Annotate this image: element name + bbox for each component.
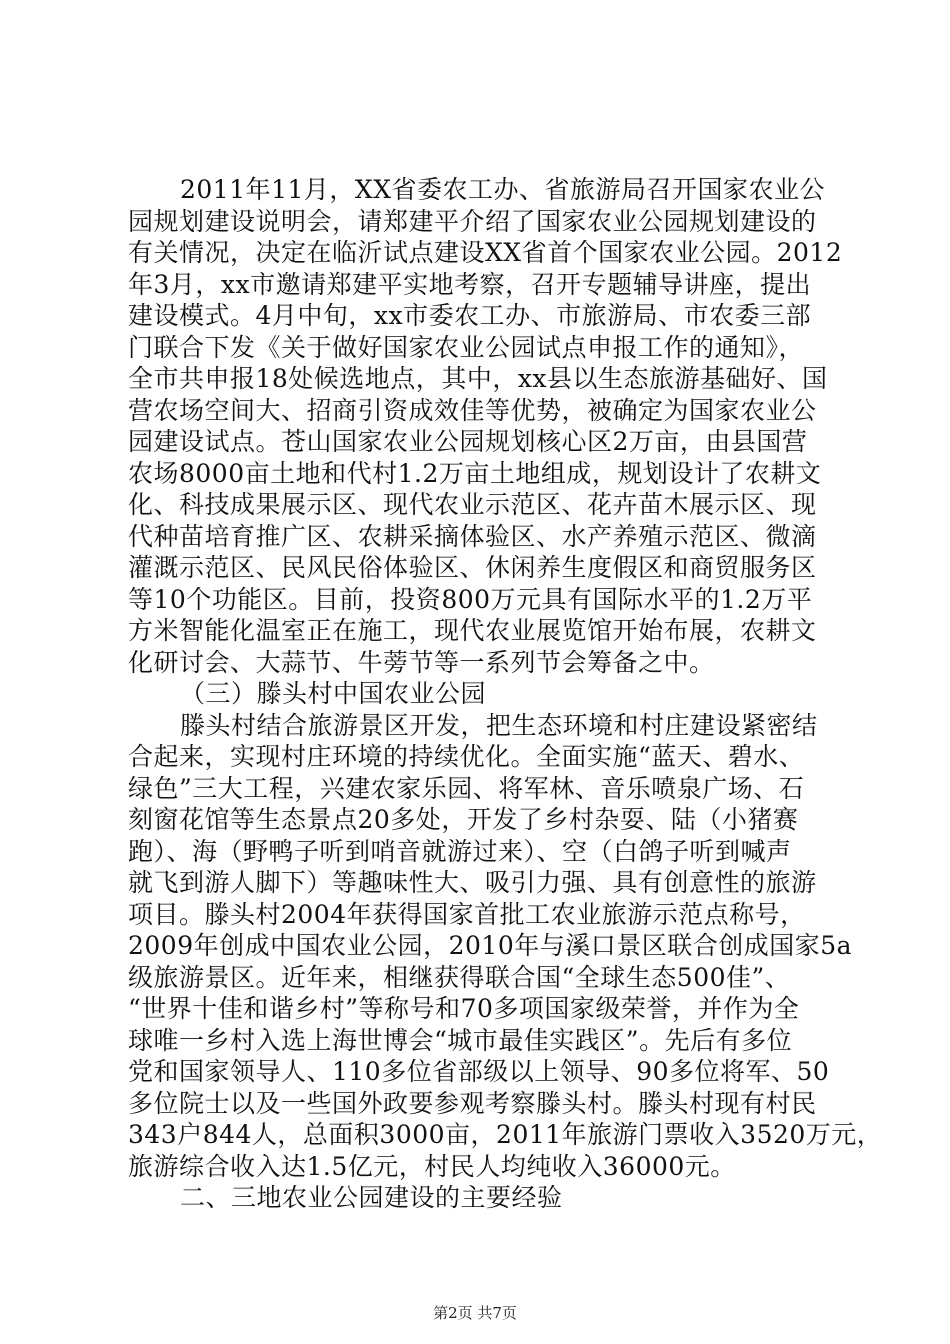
text-line: 旅游综合收入达1.5亿元，村民人均纯收入36000元。 — [128, 1151, 736, 1181]
text-line: 党和国家领导人、110多位省部级以上领导、90多位将军、50 — [128, 1057, 830, 1086]
text-line: 二、三地农业公园建设的主要经验 — [180, 1183, 563, 1212]
text-line: 灌溉示范区、民风民俗体验区、休闲养生度假区和商贸服务区 — [128, 553, 817, 582]
text-line: 方米智能化温室正在施工，现代农业展览馆开始布展，农耕文 — [128, 616, 817, 645]
text-line: 等10个功能区。目前，投资800万元具有国际水平的1.2万平 — [128, 584, 813, 614]
text-line: 建设模式。4月中旬，xx市委农工办、市旅游局、市农委三部 — [128, 301, 812, 330]
text-line: 多位院士以及一些国外政要参观考察滕头村。滕头村现有村民 — [128, 1088, 817, 1118]
text-line: “世界十佳和谐乡村”等称号和70多项国家级荣誉，并作为全 — [128, 994, 800, 1023]
text-line: 343户844人，总面积3000亩，2011年旅游门票收入3520万元， — [128, 1120, 883, 1149]
text-line: 绿色”三大工程，兴建农家乐园、将军林、音乐喷泉广场、石 — [128, 773, 805, 803]
text-line: 全市共申报18处候选地点，其中，xx县以生态旅游基础好、国 — [128, 364, 828, 393]
document-body — [128, 174, 883, 1214]
text-line: 园建设试点。苍山国家农业公园规划核心区2万亩，由县国营 — [128, 427, 808, 456]
text-line: 2011年11月，XX省委农工办、省旅游局召开国家农业公 — [180, 175, 826, 204]
text-line: 农场8000亩土地和代村1.2万亩土地组成，规划设计了农耕文 — [128, 458, 822, 488]
text-line: 化研讨会、大蒜节、牛蒡节等一系列节会筹备之中。 — [128, 647, 715, 677]
text-line: 有关情况，决定在临沂试点建设XX省首个国家农业公园。2012 — [128, 238, 843, 267]
text-line: （三）滕头村中国农业公园 — [180, 679, 487, 708]
text-line: 代种苗培育推广区、农耕采摘体验区、水产养殖示范区、微滴 — [128, 521, 817, 551]
text-line: 级旅游景区。近年来，相继获得联合国“全球生态500佳”、 — [128, 962, 791, 992]
text-line: 球唯一乡村入选上海世博会“城市最佳实践区”。先后有多位 — [128, 1025, 793, 1055]
text-line: 项目。滕头村2004年获得国家首批工农业旅游示范点称号， — [128, 899, 806, 929]
text-line: 园规划建设说明会，请郑建平介绍了国家农业公园规划建设的 — [128, 206, 817, 236]
text-line: 营农场空间大、招商引资成效佳等优势，被确定为国家农业公 — [128, 395, 817, 425]
text-line: 滕头村结合旅游景区开发，把生态环境和村庄建设紧密结 — [180, 710, 818, 740]
page-number-footer: 第2页 共7页 — [433, 1304, 517, 1322]
text-line: 年3月，xx市邀请郑建平实地考察，召开专题辅导讲座，提出 — [128, 269, 812, 299]
text-line: 门联合下发《关于做好国家农业公园试点申报工作的通知》， — [128, 332, 805, 362]
text-line: 化、科技成果展示区、现代农业示范区、花卉苗木展示区、现 — [128, 490, 817, 519]
text-line: 跑）、海（野鸭子听到哨音就游过来）、空（白鸽子听到喊声 — [128, 836, 792, 866]
text-line: 刻窗花馆等生态景点20多处，开发了乡村杂耍、陆（小猪赛 — [128, 805, 799, 834]
text-line: 就飞到游人脚下）等趣味性大、吸引力强、具有创意性的旅游 — [128, 868, 817, 897]
text-line: 合起来，实现村庄环境的持续优化。全面实施“蓝天、碧水、 — [128, 742, 805, 771]
text-line: 2009年创成中国农业公园，2010年与溪口景区联合创成国家5a — [128, 931, 853, 960]
